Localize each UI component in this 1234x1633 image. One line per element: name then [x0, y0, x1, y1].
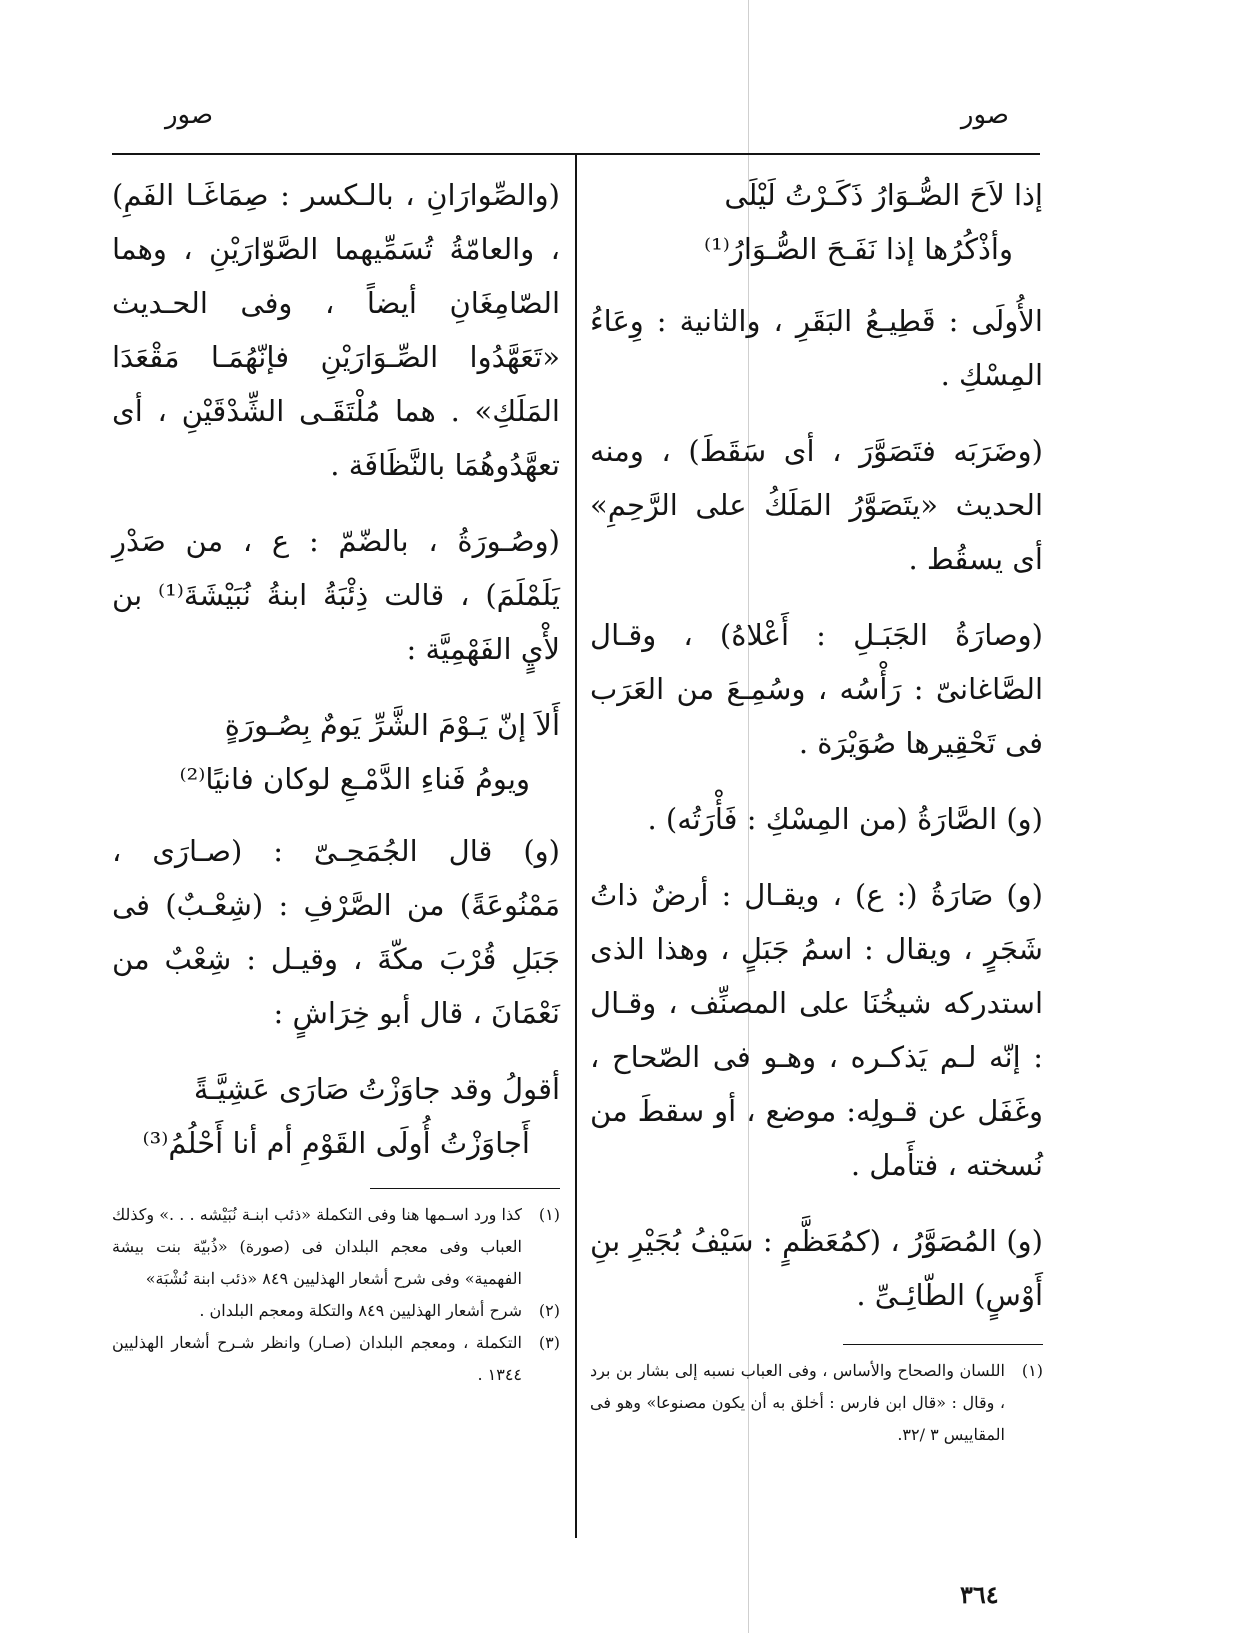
column-divider [575, 153, 577, 1538]
footnote-text: شرح أشعار الهذليين ٨٤٩ والتكلة ومعجم البلدان . [199, 1301, 522, 1320]
footnote [112, 1199, 560, 1295]
verse-1 [590, 168, 1043, 276]
footnote [112, 1327, 560, 1391]
page-number: ٣٦٤ [960, 1580, 999, 1609]
entry-paragraph: (وصُـورَةُ ، بالضّمّ : ع ، من صَدْرِ يَلَمْلَمَ) ، قالت ذِئْبَةُ ابنةُ نُبَيْشَةَ⁽¹⁾ بن لأْيٍ الفَهْمِيَّة : [112, 524, 560, 666]
verse-1-line-1: إذا لاَحَ الصُّـوَارُ ذَكَـرْتُ لَيْلَى [724, 178, 1043, 212]
running-head-left: صور [165, 100, 214, 130]
verse-3-line-1: أقولُ وقد جاوَزْتُ صَارَى عَشِيَّـةً [193, 1072, 560, 1106]
verse-1-line-2: وأذْكُرُها إذا نَفَـحَ الصُّـوَارُ⁽¹⁾ [703, 232, 1013, 266]
footnote [590, 1355, 1043, 1451]
entry-paragraph: (وصارَةُ الجَبَـلِ : أَعْلاهُ) ، وقـال الصَّاغانىّ : رَأْسُه ، وسُمِـعَ من العَرَب فى تَحْقِيرها صُوَيْرَة . [590, 618, 1043, 760]
verse-2-line-1: أَلاَ إنّ يَـوْمَ الشَّرِّ يَومٌ بِصُـورَةٍ [224, 708, 560, 742]
footnote-text: اللسان والصحاح والأساس ، وفى العباب نسبه إلى بشار بن برد ، وقال : «قال ابن فارس : أخلق به أن يكون مصنوعا» وهو فى المقاييس ٣ /٣٢. [590, 1361, 1006, 1444]
entry-paragraph: (و) صَارَةُ (: ع) ، ويقـال : أرضٌ ذاتُ شَجَرٍ ، ويقال : اسمُ جَبَلٍ ، وهذا الذى استدركه شيخُنَا على المصنِّف ، وقـال : إنّه لـم يَذكـره ، وهـو فى الصّحاح ، وغَفَل عن قـولِه: موضع ، أو سقطَ من نُسخته ، فتأَمل . [590, 878, 1043, 1182]
footnote-text: كذا ورد اسـمها هنا وفى التكملة «ذئب ابنـة نُبَيْشه . . .» وكذلك العباب وفى معجم البلدان فى (صورة) «ذُبيّة بنت بيشة الفهمية» وفى شرح أشعار الهذليين ٨٤٩ «ذئب ابنة نُشْبَة» [112, 1205, 522, 1288]
verse-3-line-2: أَجاوَزْتُ أُولَى القَوْمِ أم أنا أَحْلُمُ⁽³⁾ [142, 1126, 530, 1160]
entry-paragraph: الأُولَى : قَطِيـعُ البَقَرِ ، والثانية : وِعَاءُ المِسْكِ . [590, 304, 1043, 392]
entry-paragraph: (و) الصَّارَةُ (من المِسْكِ : فَأْرَتُه) . [647, 802, 1043, 836]
footnotes-right [590, 1355, 1043, 1451]
verse-2 [112, 698, 560, 806]
entry-paragraph: (وضَرَبَه فتَصَوَّرَ ، أى سَقَطَ) ، ومنه الحديث «يتَصَوَّرُ المَلَكُ على الرَّحِمِ» أى يسقُط . [590, 434, 1043, 576]
footnote-text: التكملة ، ومعجم البلدان (صـار) وانظر شـرح أشعار الهذليين ١٣٤٤ . [112, 1333, 522, 1384]
footnote-number: (١) [1021, 1361, 1043, 1380]
right-column [590, 168, 1043, 1451]
verse-2-line-2: ويومُ فَناءِ الدَّمْـعِ لوكان فانيًا⁽²⁾ [179, 762, 530, 796]
left-column [112, 168, 560, 1391]
entry-paragraph: (و) قال الجُمَحِـىّ : (صـارَى ، مَمْنُوعَةً) من الصَّرْفِ : (شِعْـبٌ) فى جَبَلِ قُرْبَ مكّةَ ، وقيـل : شِعْبٌ من نَعْمَانَ ، قال أبو خِرَاشٍ : [112, 834, 560, 1030]
footnote-number: (١) [538, 1205, 560, 1224]
entry-paragraph: (والصِّوارَانِ ، بالـكسر : صِمَاغَـا الفَمِ) ، والعامّةُ تُسَمِّيهما الصَّوّارَيْنِ ، وهما الصّامِغَانِ أيضاً ، وفى الحـديث «تَعَهَّدُوا الصِّـوَارَيْنِ فإنّهُمَـا مَقْعَدَا المَلَكِ» . هما مُلْتَقَـى الشِّدْقَيْنِ ، أى تعهَّدُوهُمَا بالنَّظَافَة . [112, 178, 560, 482]
verse-3 [112, 1062, 560, 1170]
footnote-rule [843, 1344, 1043, 1345]
footnote-rule [370, 1188, 560, 1189]
footnote-number: (٢) [538, 1301, 560, 1320]
running-head-right: صور [960, 100, 1009, 130]
footnote-number: (٣) [538, 1333, 560, 1352]
entry-paragraph: (و) المُصَوَّرُ ، (كمُعَظَّمٍ : سَيْفُ بُجَيْرِ بنِ أَوْسٍ) الطّائِـىِّ . [590, 1224, 1043, 1312]
footnotes-left [112, 1199, 560, 1391]
footnote [112, 1295, 560, 1327]
